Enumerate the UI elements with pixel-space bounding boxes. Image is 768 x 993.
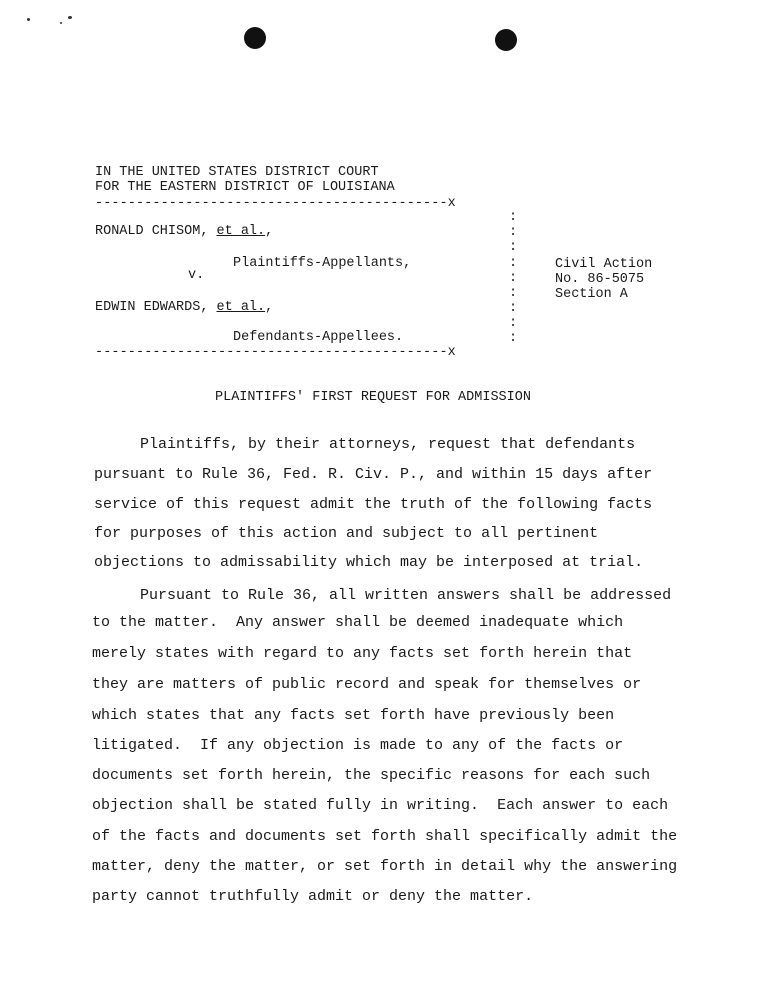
caption-bottom-rule: -------------------------------------------x [95, 345, 456, 360]
defendant-et-al: et al. [216, 300, 266, 315]
versus: v. [188, 268, 205, 283]
caption-colon: : [509, 256, 518, 271]
document-title: PLAINTIFFS' FIRST REQUEST FOR ADMISSION [215, 390, 531, 405]
scan-speck [27, 18, 30, 21]
caption-colon: : [509, 286, 518, 301]
punch-hole-right [495, 29, 517, 51]
court-name-line2: FOR THE EASTERN DISTRICT OF LOUISIANA [95, 180, 395, 195]
paragraph1-line: service of this request admit the truth of the following facts [94, 496, 653, 513]
scan-speck [68, 16, 72, 19]
paragraph2-line: of the facts and documents set forth shall specifically admit the [92, 828, 678, 845]
caption-colon: : [509, 271, 518, 286]
plaintiff-et-al: et al. [216, 224, 266, 239]
caption-top-rule: -------------------------------------------x [95, 196, 456, 211]
defendant-name [95, 300, 273, 315]
paragraph2-line: to the matter. Any answer shall be deemed inadequate which [92, 614, 624, 631]
defendant-comma: , [265, 300, 274, 315]
scan-speck [60, 22, 62, 24]
plaintiff-comma: , [265, 224, 274, 239]
caption-colon: : [509, 301, 518, 316]
court-name-line1: IN THE UNITED STATES DISTRICT COURT [95, 165, 379, 180]
paragraph1-line: pursuant to Rule 36, Fed. R. Civ. P., and within 15 days after [94, 466, 653, 483]
caption-colon: : [509, 316, 518, 331]
punch-hole-left [244, 27, 266, 49]
defendant-role: Defendants-Appellees. [233, 330, 404, 345]
paragraph2-line: documents set forth herein, the specific reasons for each such [92, 767, 651, 784]
paragraph1-line: objections to admissability which may be interposed at trial. [94, 554, 644, 571]
civil-action-section: Section A [555, 287, 628, 302]
paragraph2-line: they are matters of public record and speak for themselves or [92, 676, 642, 693]
caption-colon: : [509, 331, 518, 346]
paragraph2-line: which states that any facts set forth have previously been [92, 707, 615, 724]
plaintiff-name [95, 224, 273, 239]
paragraph2-line: matter, deny the matter, or set forth in detail why the answering [92, 858, 678, 875]
caption-colon: : [509, 210, 518, 225]
plaintiff-role: Plaintiffs-Appellants, [233, 256, 412, 271]
caption-colon: : [509, 225, 518, 240]
defendant-name-text: EDWIN EDWARDS, [95, 300, 217, 315]
civil-action-number: No. 86-5075 [555, 272, 645, 287]
paragraph2-line: objection shall be stated fully in writing. Each answer to each [92, 797, 669, 814]
civil-action-label: Civil Action [555, 257, 653, 272]
caption-colon: : [509, 240, 518, 255]
paragraph1-line: for purposes of this action and subject to all pertinent [94, 525, 599, 542]
paragraph2-line: Pursuant to Rule 36, all written answers shall be addressed [140, 587, 672, 604]
paragraph2-line: merely states with regard to any facts set forth herein that [92, 645, 633, 662]
paragraph2-line: litigated. If any objection is made to any of the facts or [92, 737, 624, 754]
plaintiff-name-text: RONALD CHISOM, [95, 224, 217, 239]
paragraph1-line: Plaintiffs, by their attorneys, request that defendants [140, 436, 636, 453]
paragraph2-line: party cannot truthfully admit or deny the matter. [92, 888, 534, 905]
